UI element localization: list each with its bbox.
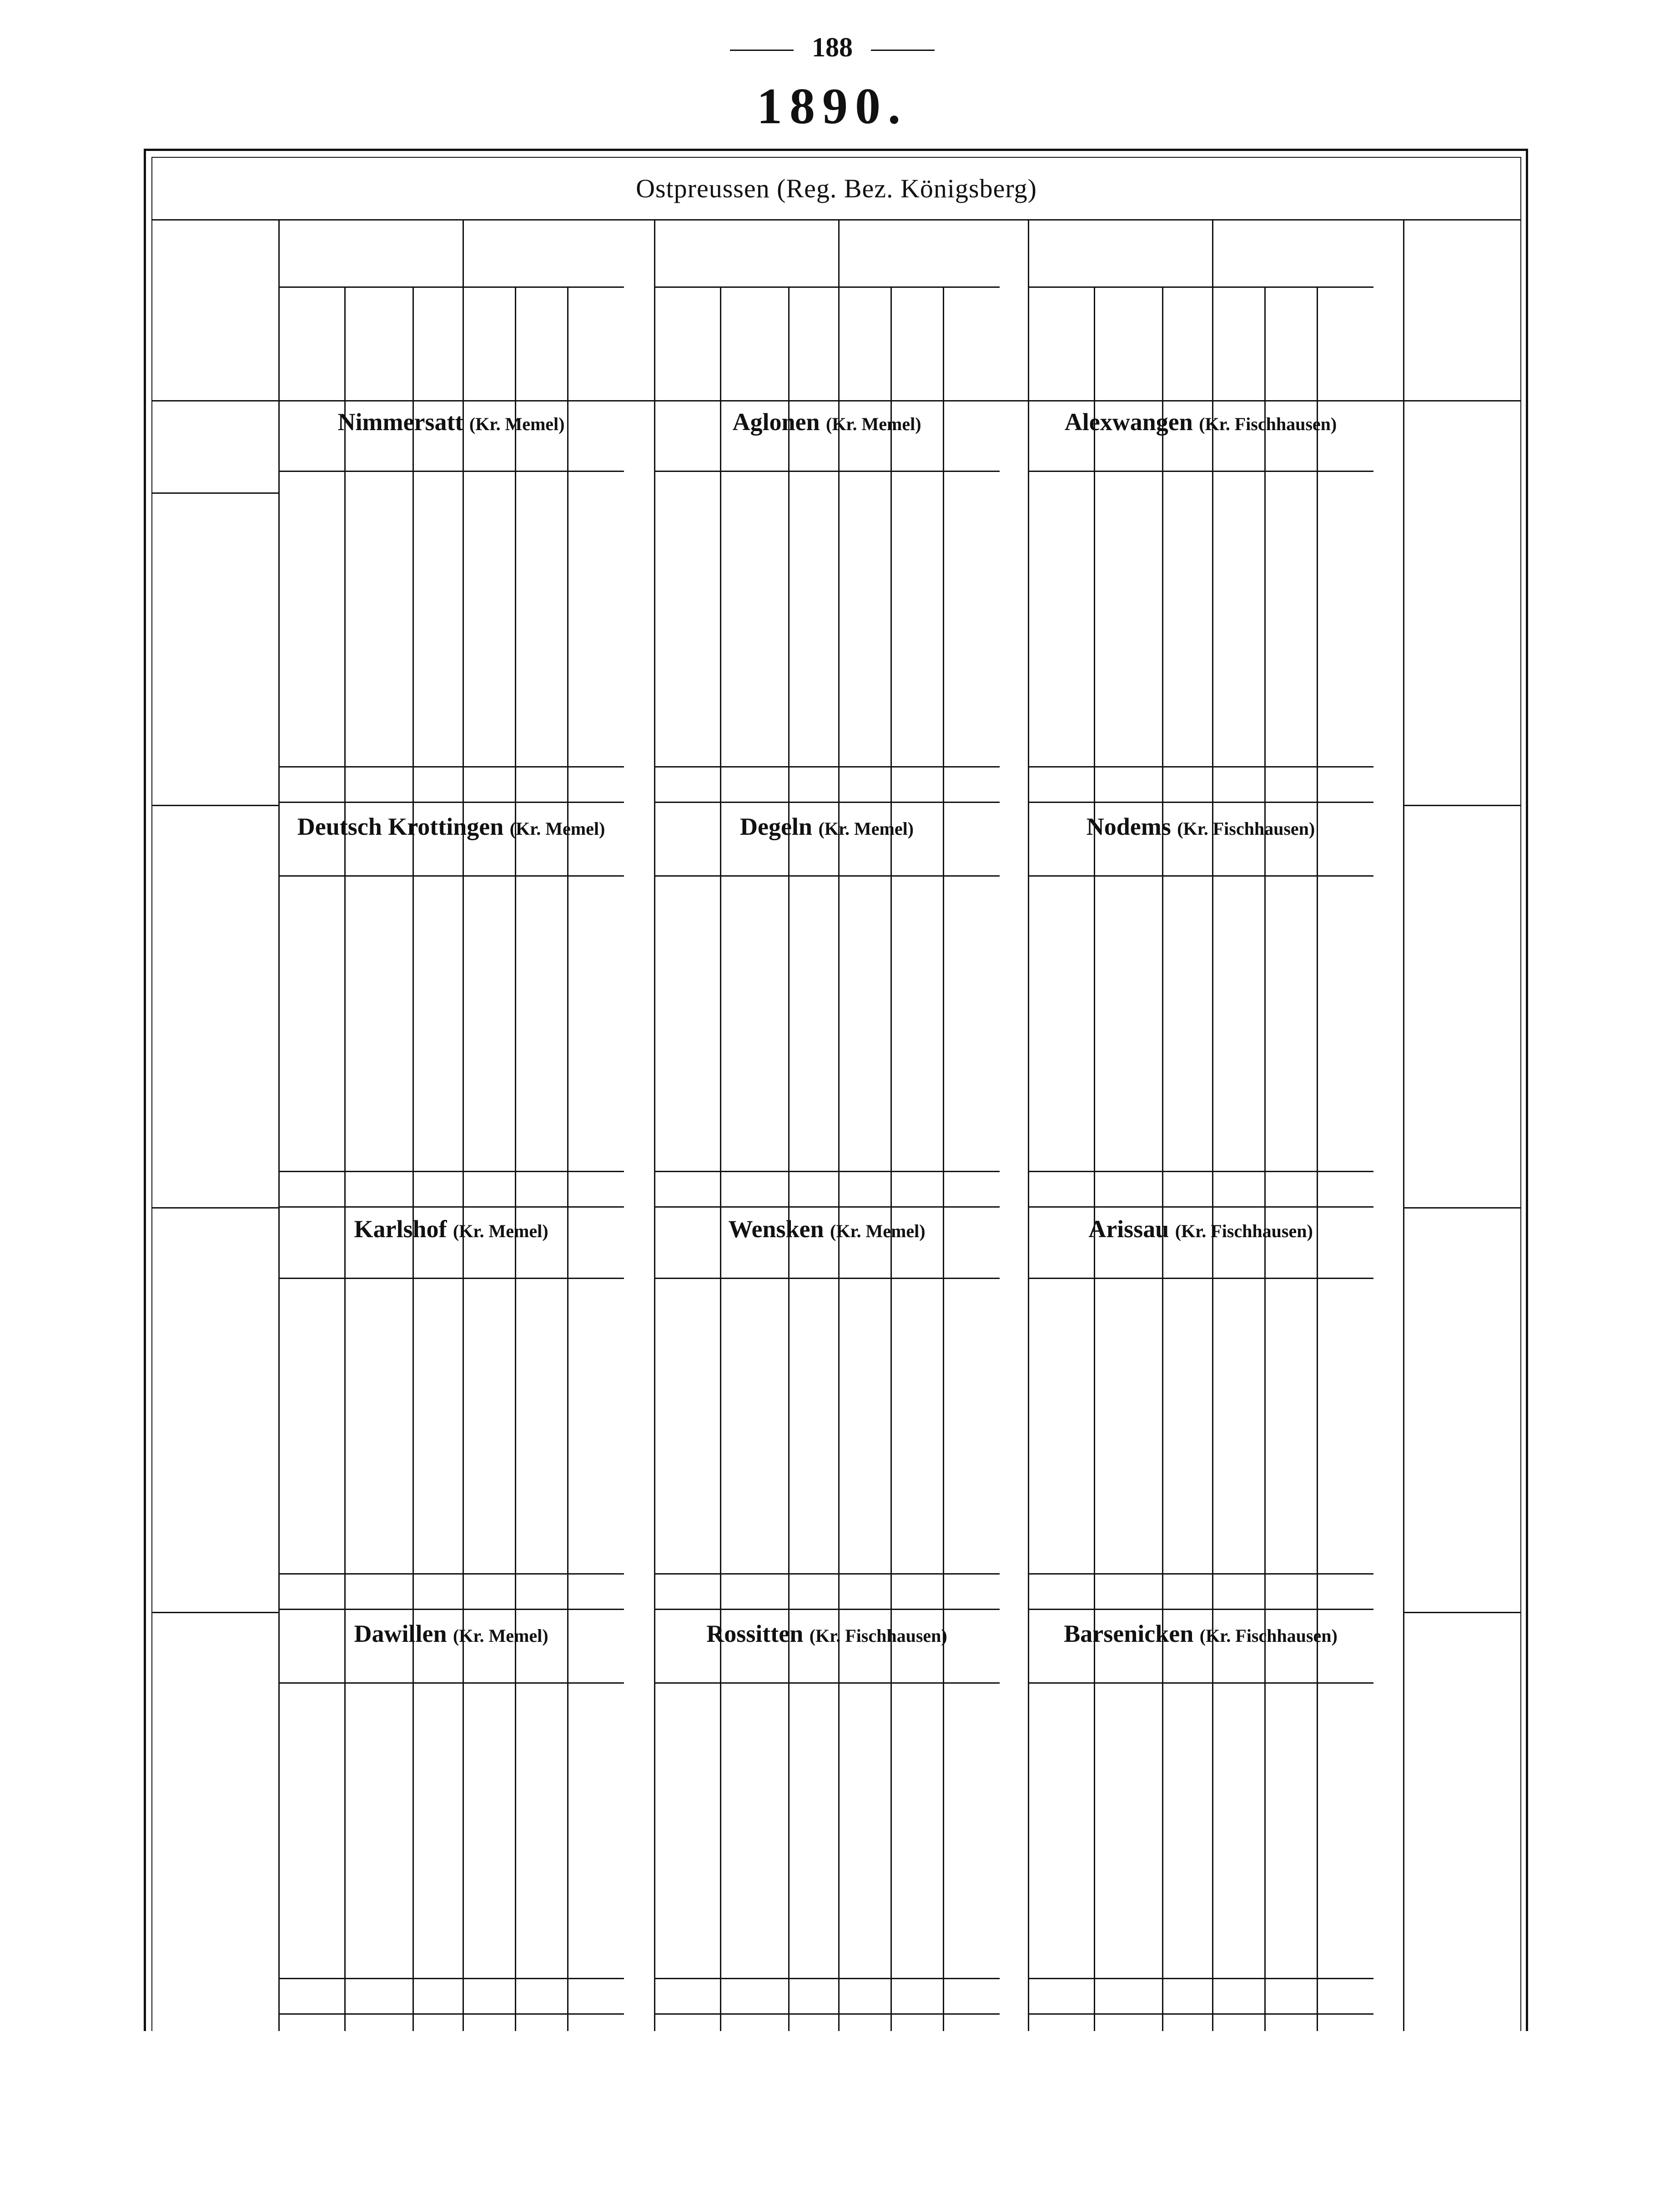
station-name bbox=[278, 1620, 624, 1648]
station-district: (Kr. Memel) bbox=[453, 1221, 548, 1241]
station-district: (Kr. Fischhausen) bbox=[1199, 414, 1337, 434]
block-rule bbox=[152, 1207, 278, 1209]
block-rule bbox=[152, 1612, 278, 1613]
subcolumn-rule bbox=[943, 286, 944, 2031]
block-bottom-rule bbox=[1028, 802, 1373, 803]
jahr-rule bbox=[654, 1171, 1000, 1172]
station-header-rule bbox=[278, 1682, 624, 1684]
station-name bbox=[1028, 1215, 1373, 1243]
block-bottom-rule bbox=[1028, 2013, 1373, 2015]
block-bottom-rule bbox=[654, 1609, 1000, 1610]
station-column-rule bbox=[654, 219, 655, 2031]
station-district: (Kr. Memel) bbox=[818, 818, 914, 839]
block-bottom-rule bbox=[654, 2013, 1000, 2015]
subheader-rule bbox=[278, 286, 624, 288]
table-frame-inner bbox=[151, 157, 1521, 2031]
station-title: Dawillen bbox=[354, 1620, 447, 1647]
station-district: (Kr. Memel) bbox=[826, 414, 921, 434]
station-title: Aglonen bbox=[732, 408, 820, 436]
page-year: 1890. bbox=[757, 78, 908, 135]
month-column-rule-right bbox=[1403, 219, 1404, 2031]
block-bottom-rule bbox=[278, 802, 624, 803]
month-column-rule bbox=[278, 219, 280, 2031]
block-rule bbox=[1403, 805, 1520, 806]
block-bottom-rule bbox=[654, 802, 1000, 803]
subcolumn-rule bbox=[344, 286, 346, 2031]
subheader-rule bbox=[654, 286, 1000, 288]
station-title: Karlshof bbox=[354, 1215, 447, 1243]
station-title: Deutsch Krottingen bbox=[297, 813, 504, 840]
block-rule bbox=[1403, 1612, 1520, 1613]
jahr-rule bbox=[278, 1171, 624, 1172]
jahr-rule bbox=[278, 766, 624, 767]
station-district: (Kr. Memel) bbox=[453, 1625, 548, 1646]
subheader-rule bbox=[1028, 286, 1373, 288]
station-header-rule bbox=[1028, 1278, 1373, 1279]
jahr-rule bbox=[654, 1978, 1000, 1979]
station-title: Arissau bbox=[1088, 1215, 1169, 1243]
station-district: (Kr. Fischhausen) bbox=[1199, 1625, 1338, 1646]
station-header-rule bbox=[1028, 875, 1373, 877]
station-name bbox=[278, 408, 624, 436]
station-name bbox=[278, 813, 624, 841]
subcolumn-rule bbox=[1162, 286, 1163, 2031]
jahr-rule bbox=[1028, 1573, 1373, 1575]
subcolumn-rule bbox=[890, 286, 892, 2031]
station-name bbox=[654, 408, 1000, 436]
block-rule bbox=[1403, 1207, 1520, 1209]
station-title: Degeln bbox=[740, 813, 812, 840]
subcolumn-rule bbox=[515, 286, 516, 2031]
region-title: Ostpreussen (Reg. Bez. Königsberg) bbox=[152, 158, 1520, 221]
subcolumn-rule bbox=[1094, 286, 1095, 2031]
station-header-rule bbox=[654, 875, 1000, 877]
block-bottom-rule bbox=[278, 1206, 624, 1208]
jahr-rule bbox=[654, 766, 1000, 767]
station-district: (Kr. Fischhausen) bbox=[809, 1625, 947, 1646]
subcolumn-rule bbox=[1264, 286, 1266, 2031]
station-header-rule bbox=[278, 875, 624, 877]
station-title: Nodems bbox=[1086, 813, 1171, 840]
station-district: (Kr. Memel) bbox=[469, 414, 565, 434]
station-name bbox=[654, 1215, 1000, 1243]
jahr-rule bbox=[1028, 1978, 1373, 1979]
block-bottom-rule bbox=[278, 2013, 624, 2015]
niederschlag-rule bbox=[838, 219, 840, 2031]
station-header-rule bbox=[278, 471, 624, 472]
subcolumn-rule bbox=[567, 286, 568, 2031]
station-name bbox=[654, 813, 1000, 841]
header-bottom-rule bbox=[152, 400, 1520, 401]
jahr-rule bbox=[654, 1573, 1000, 1575]
station-name bbox=[1028, 813, 1373, 841]
station-district: (Kr. Memel) bbox=[509, 818, 605, 839]
station-header-rule bbox=[654, 471, 1000, 472]
block-rule bbox=[152, 805, 278, 806]
station-district: (Kr. Fischhausen) bbox=[1175, 1221, 1313, 1241]
station-header-rule bbox=[654, 1682, 1000, 1684]
station-header-rule bbox=[1028, 1682, 1373, 1684]
niederschlag-rule bbox=[1212, 219, 1213, 2031]
jahr-rule bbox=[152, 492, 278, 494]
subcolumn-rule bbox=[1317, 286, 1318, 2031]
station-header-rule bbox=[654, 1278, 1000, 1279]
station-name bbox=[1028, 408, 1373, 436]
subcolumn-rule bbox=[412, 286, 414, 2031]
station-title: Alexwangen bbox=[1064, 408, 1193, 436]
jahr-rule bbox=[278, 1978, 624, 1979]
station-title: Rossitten bbox=[706, 1620, 804, 1647]
station-header-rule bbox=[278, 1278, 624, 1279]
block-bottom-rule bbox=[278, 1609, 624, 1610]
station-title: Wensken bbox=[728, 1215, 824, 1243]
block-bottom-rule bbox=[654, 1206, 1000, 1208]
station-name bbox=[654, 1620, 1000, 1648]
station-column-rule bbox=[1028, 219, 1029, 2031]
jahr-rule bbox=[278, 1573, 624, 1575]
station-district: (Kr. Memel) bbox=[830, 1221, 926, 1241]
niederschlag-rule bbox=[463, 219, 464, 2031]
jahr-rule bbox=[1028, 766, 1373, 767]
subcolumn-rule bbox=[788, 286, 790, 2031]
jahr-rule bbox=[1028, 1171, 1373, 1172]
station-title: Barsenicken bbox=[1064, 1620, 1194, 1647]
station-district: (Kr. Fischhausen) bbox=[1177, 818, 1315, 839]
station-name bbox=[278, 1215, 624, 1243]
page-number: 188 bbox=[682, 32, 982, 63]
station-name bbox=[1028, 1620, 1373, 1648]
subcolumn-rule bbox=[720, 286, 721, 2031]
block-bottom-rule bbox=[1028, 1206, 1373, 1208]
station-header-rule bbox=[1028, 471, 1373, 472]
station-title: Nimmersatt bbox=[337, 408, 463, 436]
block-bottom-rule bbox=[1028, 1609, 1373, 1610]
